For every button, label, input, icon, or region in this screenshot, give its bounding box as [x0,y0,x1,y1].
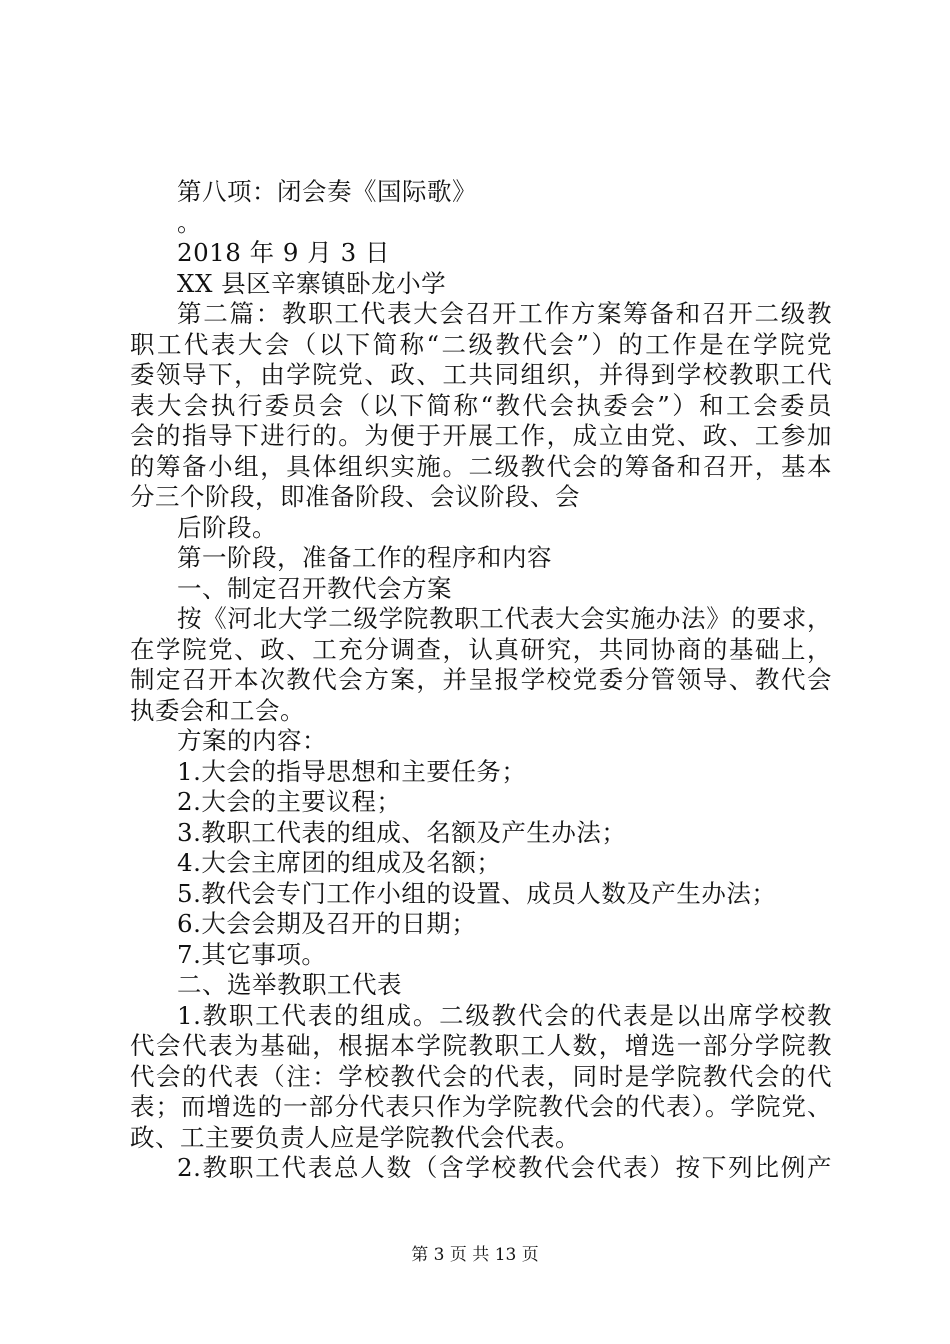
text-line: 第二篇：教职工代表大会召开工作方案筹备和召开二级教 [177,299,832,328]
text-line: 第八项：闭会奏《国际歌》 [177,177,477,206]
text-line: 职工代表大会（以下简称“二级教代会”）的工作是在学院党 [130,329,832,359]
text-line: 表；而增选的一部分代表只作为学院教代会的代表）。学院党、 [130,1092,832,1121]
text-line: 的筹备小组，具体组织实施。二级教代会的筹备和召开，基本 [130,451,832,481]
text-line: 分三个阶段，即准备阶段、会议阶段、会 [130,482,580,511]
text-line: 1.大会的指导思想和主要任务； [177,756,527,786]
text-line: 方案的内容： [177,726,327,755]
text-line: 在学院党、政、工充分调查，认真研究，共同协商的基础上， [130,634,832,664]
text-line: 代会的代表（注：学校教代会的代表，同时是学院教代会的代 [130,1061,832,1091]
text-line: 表大会执行委员会（以下简称“教代会执委会”）和工会委员 [130,390,832,420]
text-line: 7.其它事项。 [177,939,327,969]
text-line: XX 县区辛寨镇卧龙小学 [177,268,447,298]
text-line: 会的指导下进行的。为便于开展工作，成立由党、政、工参加 [130,421,832,450]
document-body [130,177,832,1184]
text-line: 6.大会会期及召开的日期； [177,909,477,938]
text-line: 5.教代会专门工作小组的设置、成员人数及产生办法； [177,878,777,908]
page-footer: 第 3 页 共 13 页 [411,1245,539,1265]
text-line: 按《河北大学二级学院教职工代表大会实施办法》的要求， [177,604,832,633]
text-line: 代会代表为基础，根据本学院教职工人数，增选一部分学院教 [130,1031,832,1060]
text-line: 2018 年 9 月 3 日 [177,238,390,267]
text-line: 后阶段。 [177,512,277,542]
text-line: 二、选举教职工代表 [177,970,402,999]
text-line: 委领导下，由学院党、政、工共同组织，并得到学校教职工代 [130,360,832,389]
text-line: 2.大会的主要议程； [177,787,402,816]
text-line: 1.教职工代表的组成。二级教代会的代表是以出席学校教 [177,1000,832,1030]
text-line: 制定召开本次教代会方案，并呈报学校党委分管领导、教代会 [130,665,832,694]
text-line: 一、制定召开教代会方案 [177,573,452,603]
text-line: 3.教职工代表的组成、名额及产生办法； [177,817,627,847]
text-line: 。 [177,207,202,237]
text-line: 政、工主要负责人应是学院教代会代表。 [130,1122,580,1152]
text-line: 第一阶段，准备工作的程序和内容 [177,543,552,572]
text-line: 执委会和工会。 [130,695,305,725]
text-line: 4.大会主席团的组成及名额； [177,848,502,877]
text-line: 2.教职工代表总人数（含学校教代会代表）按下列比例产 [177,1153,832,1182]
